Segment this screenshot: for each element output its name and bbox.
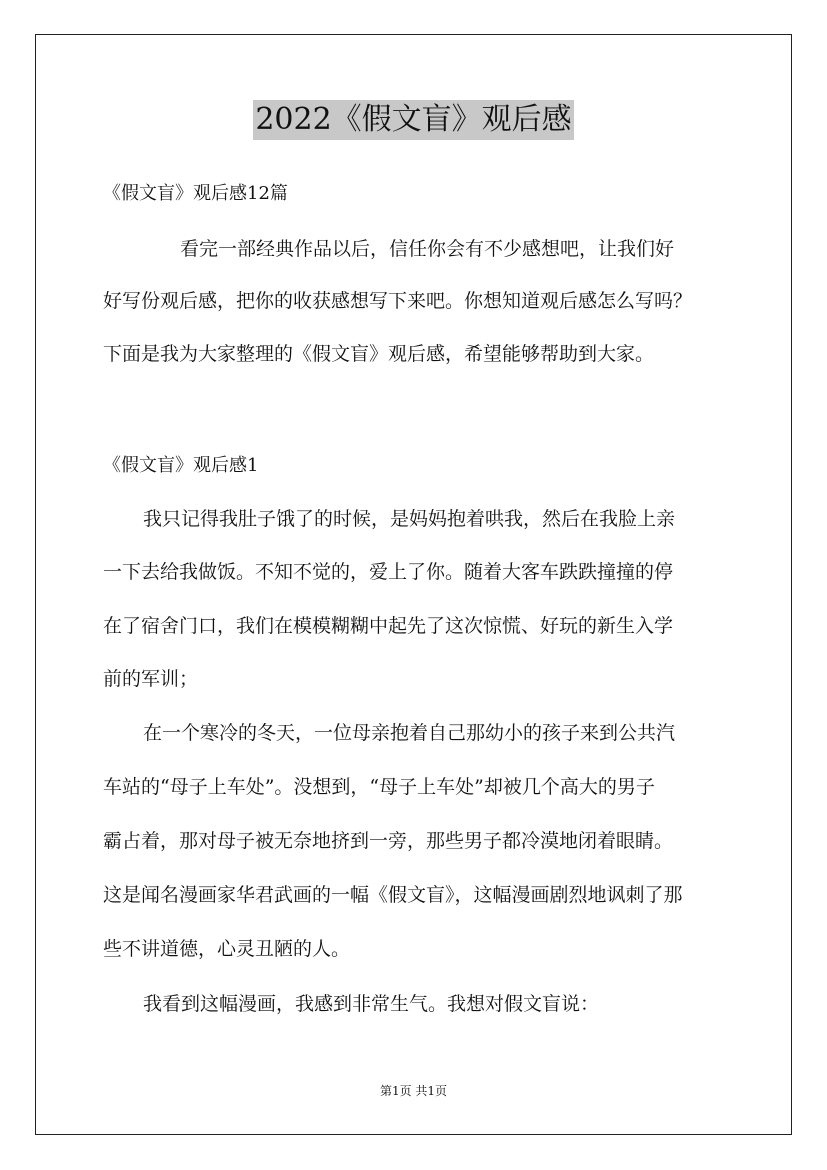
para2-line-3: 霸占着，那对母子被无奈地挤到一旁，那些男子都冷漠地闭着眼睛。 [103,830,674,852]
para1-line-4: 前的军训； [103,668,199,690]
para2-line-5: 些不讲道德，心灵丑陋的人。 [103,938,351,960]
page-footer: 第1页 共1页 [379,1084,448,1098]
para2-line-4: 这是闻名漫画家华君武画的一幅《假文盲》，这幅漫画剧烈地讽刺了那 [103,884,683,906]
para2-line-2: 车站的“母子上车处”。没想到，“母子上车处”却被几个高大的男子 [103,776,655,798]
para1-line-2: 一下去给我做饭。不知不觉的，爱上了你。随着大客车跌跌撞撞的停 [103,561,674,583]
para3-line-1: 我看到这幅漫画，我感到非常生气。我想对假文盲说： [143,993,600,1015]
para1-line-3: 在了宿舍门口，我们在模模糊糊中起先了这次惊慌、好玩的新生入学 [103,615,674,637]
intro-line-3: 下面是我为大家整理的《假文盲》观后感，希望能够帮助到大家。 [103,343,655,365]
subtitle: 《假文盲》观后感12篇 [103,183,288,204]
title-container [0,100,827,140]
section-heading: 《假文盲》观后感1 [103,455,259,476]
intro-line-1: 看完一部经典作品以后，信任你会有不少感想吧，让我们好 [180,238,675,260]
intro-line-2: 好写份观后感，把你的收获感想写下来吧。你想知道观后感怎么写吗？ [103,290,693,312]
para2-line-1: 在一个寒冷的冬天，一位母亲抱着自己那幼小的孩子来到公共汽 [143,722,676,744]
para1-line-1: 我只记得我肚子饿了的时候，是妈妈抱着哄我，然后在我脸上亲 [143,508,676,530]
page-title: 2022《假文盲》观后感 [253,100,573,140]
